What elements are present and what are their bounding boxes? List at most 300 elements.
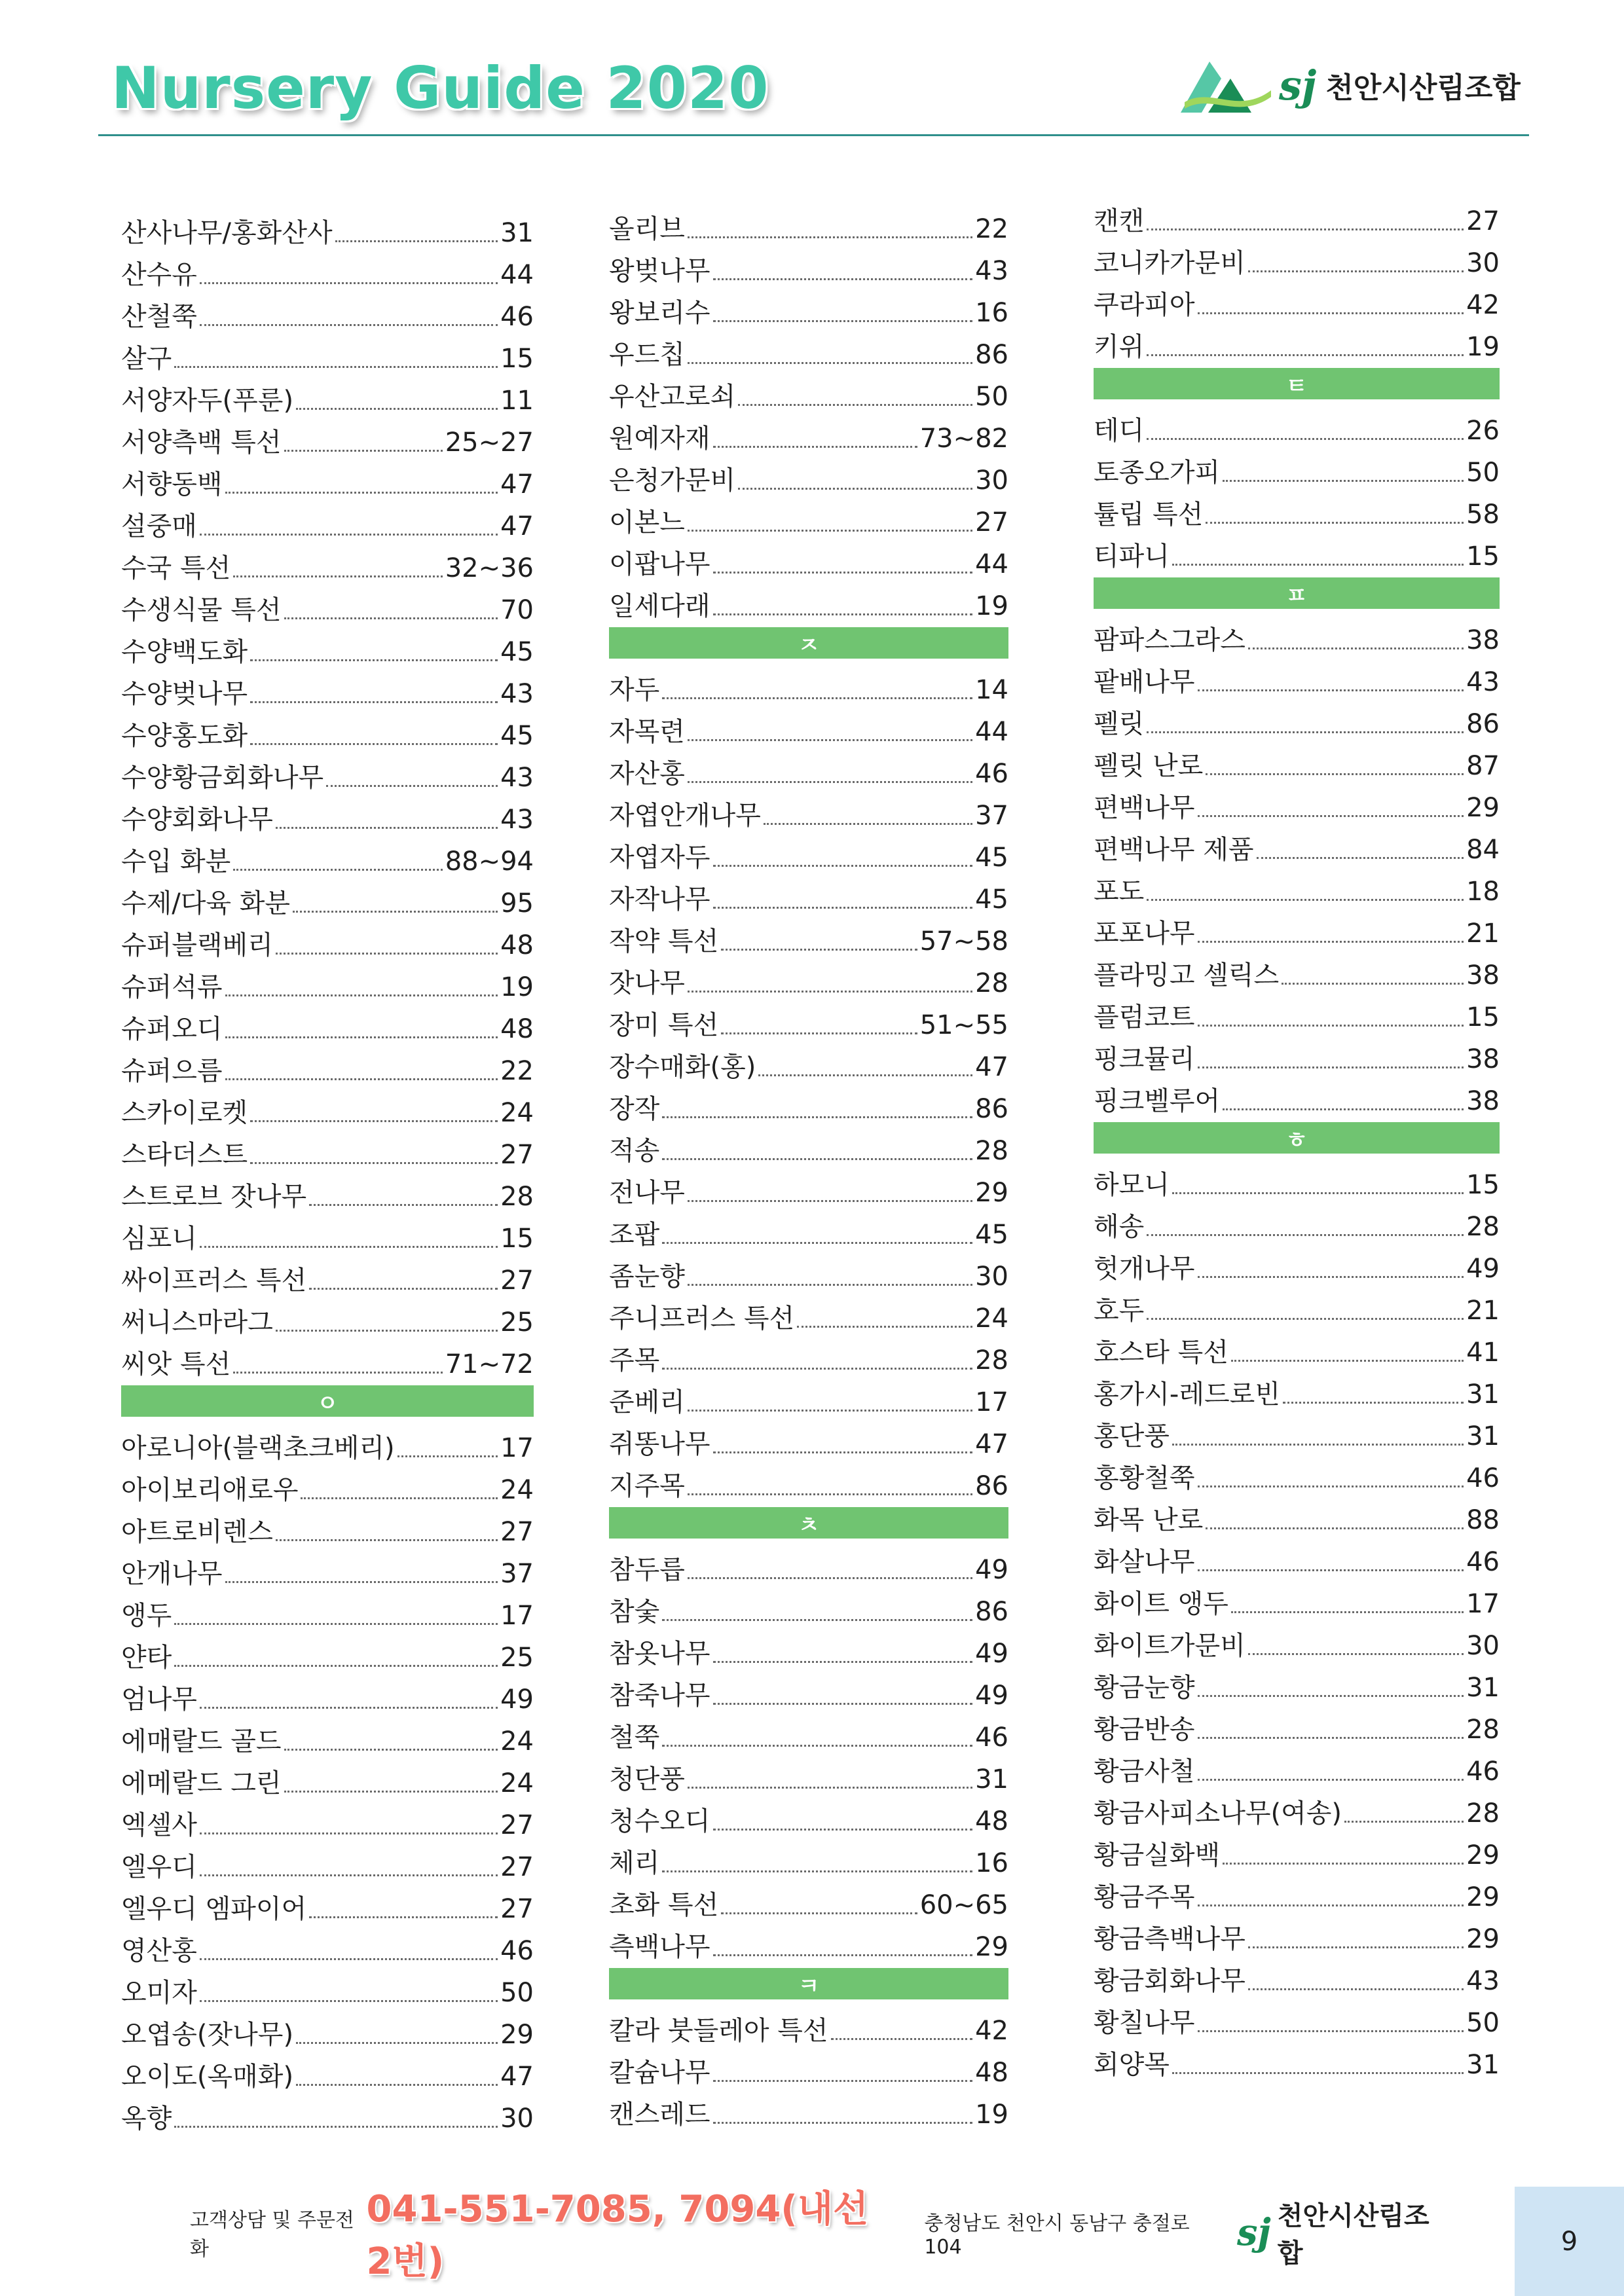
- dot-leader: [1282, 983, 1464, 985]
- entry-page: 24: [500, 1475, 534, 1505]
- entry-page: 43: [500, 763, 534, 793]
- entry-name: 핑크벨루어: [1094, 1086, 1221, 1116]
- dot-leader: [1223, 1863, 1464, 1865]
- dot-leader: [225, 1078, 498, 1080]
- index-entry: [609, 580, 1008, 622]
- entry-page: 31: [1466, 2050, 1500, 2080]
- dot-leader: [764, 823, 972, 825]
- index-entry: [1094, 1536, 1500, 1578]
- entry-page: 70: [500, 595, 534, 625]
- entry-page: 48: [975, 2058, 1008, 2088]
- dot-leader: [225, 1581, 498, 1583]
- entry-name: 이본느: [609, 507, 685, 538]
- entry-page: 42: [1466, 290, 1500, 320]
- entry-page: 47: [500, 2062, 534, 2092]
- entry-name: 화이트가문비: [1094, 1631, 1246, 1661]
- entry-name: 토종오가피: [1094, 458, 1221, 488]
- dot-leader: [713, 2122, 973, 2124]
- dot-leader: [721, 1912, 917, 1914]
- dot-leader: [1147, 1234, 1464, 1236]
- dot-leader: [662, 1870, 972, 1872]
- entry-page: 50: [1466, 458, 1500, 488]
- header-divider: [98, 134, 1529, 136]
- dot-leader: [397, 1455, 498, 1457]
- entry-page: 24: [500, 1098, 534, 1128]
- dot-leader: [1231, 1360, 1464, 1362]
- index-entry: [609, 1628, 1008, 1669]
- entry-name: 자작나무: [609, 884, 710, 915]
- index-entry: [121, 542, 534, 584]
- section-header: ㅎ: [1094, 1122, 1500, 1154]
- entry-page: 50: [975, 382, 1008, 412]
- entry-name: 티파니: [1094, 541, 1170, 572]
- index-entry: [121, 877, 534, 919]
- entry-page: 51~55: [919, 1010, 1008, 1040]
- index-entry: [121, 835, 534, 877]
- entry-name: 앵두: [121, 1601, 172, 1631]
- dot-leader: [1147, 354, 1464, 356]
- entry-page: 47: [975, 1052, 1008, 1082]
- entry-page: 15: [500, 1224, 534, 1254]
- dot-leader: [1198, 1485, 1464, 1487]
- entry-name: 황금반송: [1094, 1715, 1195, 1745]
- dot-leader: [662, 1116, 972, 1118]
- entry-page: 26: [1466, 416, 1500, 446]
- index-entry: [1094, 1620, 1500, 1662]
- entry-name: 화살나무: [1094, 1547, 1195, 1577]
- index-entry: [1094, 1159, 1500, 1201]
- entry-name: 서양측백 특선: [121, 428, 282, 458]
- index-entry: [121, 1673, 534, 1715]
- dot-leader: [688, 236, 972, 238]
- dot-leader: [797, 1326, 972, 1328]
- entry-page: 27: [500, 1266, 534, 1296]
- entry-name: 슈퍼석류: [121, 972, 223, 1002]
- index-entry: [609, 1334, 1008, 1376]
- dot-leader: [1206, 522, 1464, 524]
- index-entry: [1094, 740, 1500, 782]
- entry-page: 46: [500, 302, 534, 332]
- index-entry: [609, 1753, 1008, 1795]
- index-entry: [609, 1586, 1008, 1628]
- entry-page: 46: [1466, 1757, 1500, 1787]
- index-entry: [609, 915, 1008, 957]
- entry-name: 잣나무: [609, 968, 685, 998]
- mountain-logo-icon: [1175, 52, 1274, 118]
- entry-name: 팜파스그라스: [1094, 625, 1246, 655]
- entry-name: 수양홍도화: [121, 721, 248, 751]
- dot-leader: [1248, 1946, 1464, 1948]
- index-entry: [121, 1883, 534, 1925]
- dot-leader: [713, 613, 973, 615]
- entry-page: 43: [1466, 1966, 1500, 1996]
- entry-name: 황금회화나무: [1094, 1966, 1246, 1996]
- dot-leader: [250, 743, 498, 745]
- index-entry: [609, 412, 1008, 454]
- entry-page: 58: [1466, 500, 1500, 530]
- entry-name: 슈퍼오디: [121, 1014, 223, 1044]
- entry-page: 45: [975, 884, 1008, 915]
- index-entry: [609, 2047, 1008, 2088]
- index-entry: [609, 1921, 1008, 1963]
- index-entry: [1094, 405, 1500, 446]
- entry-name: 수생식물 특선: [121, 595, 282, 625]
- dot-leader: [1198, 312, 1464, 314]
- entry-name: 산수유: [121, 260, 197, 290]
- dot-leader: [1198, 1695, 1464, 1697]
- entry-name: 에매랄드 골드: [121, 1726, 282, 1757]
- index-entry: [1094, 1033, 1500, 1075]
- index-entry: [1094, 1955, 1500, 1997]
- entry-name: 아트로비렌스: [121, 1517, 273, 1547]
- dot-leader: [1206, 1527, 1464, 1529]
- index-entry: [1094, 1745, 1500, 1787]
- section-header: ㅊ: [609, 1507, 1008, 1539]
- index-entry: [1094, 949, 1500, 991]
- dot-leader: [284, 450, 443, 452]
- entry-name: 써니스마라그: [121, 1307, 273, 1338]
- entry-page: 22: [975, 214, 1008, 244]
- index-entry: [609, 831, 1008, 873]
- index-entry: [121, 207, 534, 249]
- entry-name: 서향동백: [121, 469, 223, 500]
- entry-page: 43: [975, 256, 1008, 286]
- section-header: ㅇ: [121, 1385, 534, 1417]
- dot-leader: [233, 575, 442, 577]
- entry-name: 초화 특선: [609, 1890, 719, 1920]
- index-entry: [1094, 446, 1500, 488]
- dot-leader: [1198, 1025, 1464, 1027]
- section-header: ㅌ: [1094, 368, 1500, 399]
- entry-page: 27: [500, 1852, 534, 1882]
- entry-name: 스카이로켓: [121, 1098, 248, 1128]
- entry-name: 청수오디: [609, 1806, 710, 1836]
- index-entry: [1094, 321, 1500, 363]
- index-entry: [121, 1003, 534, 1045]
- dot-leader: [200, 1958, 498, 1960]
- index-entry: [121, 374, 534, 416]
- index-entry: [1094, 991, 1500, 1033]
- dot-leader: [309, 1288, 498, 1290]
- entry-name: 원예자재: [609, 424, 710, 454]
- entry-name: 적송: [609, 1136, 660, 1166]
- index-entry: [121, 249, 534, 291]
- footer-logo-mark-text: sj: [1237, 2211, 1271, 2254]
- entry-page: 31: [1466, 1379, 1500, 1410]
- dot-leader: [1231, 1611, 1464, 1613]
- entry-page: 86: [975, 1094, 1008, 1124]
- dot-leader: [713, 1954, 973, 1956]
- dot-leader: [1172, 1444, 1464, 1446]
- entry-name: 참죽나무: [609, 1681, 710, 1711]
- entry-page: 49: [975, 1555, 1008, 1585]
- entry-page: 18: [1466, 877, 1500, 907]
- dot-leader: [688, 739, 972, 741]
- index-entry: [1094, 907, 1500, 949]
- dot-leader: [688, 991, 972, 993]
- dot-leader: [1198, 1779, 1464, 1781]
- entry-name: 수양황금회화나무: [121, 763, 324, 793]
- entry-name: 홍황철쭉: [1094, 1463, 1195, 1493]
- entry-name: 쥐똥나무: [609, 1429, 710, 1459]
- entry-name: 팥배나무: [1094, 667, 1195, 697]
- section-header: ㅍ: [1094, 577, 1500, 609]
- entry-name: 황금측백나무: [1094, 1924, 1246, 1954]
- index-entry: [609, 1250, 1008, 1292]
- entry-page: 49: [500, 1685, 534, 1715]
- section-header: ㅋ: [609, 1968, 1008, 1999]
- dot-leader: [296, 2084, 498, 2086]
- entry-name: 엑셀사: [121, 1810, 197, 1840]
- entry-page: 31: [1466, 1673, 1500, 1703]
- index-entry: [609, 287, 1008, 329]
- entry-name: 황금사철: [1094, 1757, 1195, 1787]
- entry-name: 포도: [1094, 877, 1145, 907]
- entry-name: 수양벚나무: [121, 679, 248, 709]
- index-entry: [1094, 530, 1500, 572]
- dot-leader: [688, 1577, 972, 1579]
- entry-name: 참두릅: [609, 1555, 685, 1585]
- index-entry: [609, 2005, 1008, 2047]
- dot-leader: [1206, 773, 1464, 775]
- entry-page: 25~27: [445, 428, 534, 458]
- index-entry: [1094, 488, 1500, 530]
- entry-name: 슈퍼블랙베리: [121, 930, 273, 960]
- entry-name: 플럼코트: [1094, 1002, 1195, 1032]
- entry-page: 19: [1466, 332, 1500, 362]
- index-entry: [609, 706, 1008, 748]
- dot-leader: [713, 2080, 973, 2082]
- entry-page: 45: [975, 843, 1008, 873]
- entry-page: 49: [1466, 1254, 1500, 1284]
- dot-leader: [688, 1410, 972, 1412]
- dot-leader: [276, 1539, 498, 1541]
- entry-name: 칼슘나무: [609, 2058, 710, 2088]
- dot-leader: [688, 781, 972, 783]
- entry-page: 48: [975, 1806, 1008, 1836]
- entry-page: 16: [975, 298, 1008, 328]
- entry-name: 홍가시-레드로빈: [1094, 1379, 1280, 1410]
- index-column-3: [1094, 195, 1500, 2081]
- entry-page: 25: [500, 1643, 534, 1673]
- entry-page: 32~36: [445, 553, 534, 583]
- index-entry: [121, 2092, 534, 2134]
- index-entry: [1094, 1494, 1500, 1536]
- index-entry: [609, 245, 1008, 287]
- dot-leader: [301, 1497, 498, 1499]
- entry-page: 28: [975, 1136, 1008, 1166]
- entry-page: 37: [500, 1559, 534, 1589]
- entry-name: 슈퍼으름: [121, 1056, 223, 1086]
- dot-leader: [662, 1745, 972, 1747]
- entry-page: 17: [500, 1433, 534, 1463]
- entry-page: 88: [1466, 1505, 1500, 1535]
- dot-leader: [200, 1832, 498, 1834]
- entry-page: 45: [500, 721, 534, 751]
- index-entry: [1094, 2039, 1500, 2081]
- entry-name: 화이트 앵두: [1094, 1589, 1228, 1619]
- entry-name: 엘우디: [121, 1852, 197, 1882]
- index-entry: [1094, 782, 1500, 824]
- entry-page: 60~65: [919, 1890, 1008, 1920]
- entry-page: 14: [975, 675, 1008, 705]
- dot-leader: [662, 697, 972, 699]
- entry-name: 해송: [1094, 1212, 1145, 1242]
- entry-page: 49: [975, 1639, 1008, 1669]
- index-entry: [1094, 1997, 1500, 2039]
- entry-page: 28: [1466, 1798, 1500, 1829]
- entry-name: 플라밍고 셀릭스: [1094, 960, 1280, 991]
- dot-leader: [1248, 647, 1464, 649]
- header-logo: [1175, 46, 1521, 124]
- entry-page: 38: [1466, 1044, 1500, 1074]
- entry-page: 29: [1466, 1882, 1500, 1912]
- index-entry: [609, 203, 1008, 245]
- dot-leader: [225, 1036, 498, 1038]
- dot-leader: [276, 827, 498, 829]
- entry-page: 49: [975, 1681, 1008, 1711]
- entry-page: 47: [500, 511, 534, 541]
- dot-leader: [335, 240, 498, 242]
- dot-leader: [738, 488, 972, 490]
- index-entry: [121, 1967, 534, 2009]
- index-entry: [1094, 698, 1500, 740]
- dot-leader: [296, 408, 498, 410]
- entry-name: 테디: [1094, 416, 1145, 446]
- entry-name: 살구: [121, 344, 172, 374]
- entry-name: 칼라 붓들레아 특선: [609, 2016, 828, 2046]
- dot-leader: [688, 1284, 972, 1286]
- entry-page: 21: [1466, 919, 1500, 949]
- entry-name: 자엽안개나무: [609, 801, 761, 831]
- entry-name: 자목련: [609, 717, 685, 747]
- dot-leader: [713, 320, 973, 322]
- dot-leader: [200, 2000, 498, 2002]
- index-entry: [121, 291, 534, 333]
- index-entry: [609, 873, 1008, 915]
- dot-leader: [250, 1120, 498, 1122]
- entry-page: 50: [1466, 2008, 1500, 2038]
- entry-page: 15: [1466, 1002, 1500, 1032]
- dot-leader: [1172, 1192, 1464, 1194]
- dot-leader: [1147, 438, 1464, 440]
- entry-page: 84: [1466, 835, 1500, 865]
- entry-page: 46: [1466, 1463, 1500, 1493]
- entry-name: 엘우디 엠파이어: [121, 1894, 307, 1924]
- entry-name: 참숯: [609, 1597, 660, 1627]
- entry-name: 하모니: [1094, 1170, 1170, 1200]
- dot-leader: [233, 869, 442, 871]
- entry-name: 자엽자두: [609, 843, 710, 873]
- entry-name: 올리브: [609, 214, 685, 244]
- entry-page: 30: [500, 2104, 534, 2134]
- entry-name: 펠릿 난로: [1094, 751, 1204, 781]
- index-entry: [1094, 1913, 1500, 1955]
- entry-name: 장작: [609, 1094, 660, 1124]
- dot-leader: [688, 1493, 972, 1495]
- entry-page: 24: [975, 1303, 1008, 1334]
- entry-page: 28: [975, 1345, 1008, 1376]
- entry-name: 스트로브 잣나무: [121, 1182, 307, 1212]
- index-entry: [1094, 1201, 1500, 1243]
- entry-page: 37: [975, 801, 1008, 831]
- entry-page: 19: [500, 972, 534, 1002]
- dot-leader: [1198, 1904, 1464, 1906]
- entry-page: 46: [975, 1722, 1008, 1753]
- dot-leader: [284, 1791, 498, 1793]
- dot-leader: [293, 911, 498, 913]
- entry-name: 편백나무: [1094, 793, 1195, 823]
- entry-name: 주목: [609, 1345, 660, 1376]
- dot-leader: [296, 2042, 498, 2044]
- entry-name: 산사나무/홍화산사: [121, 218, 333, 248]
- entry-name: 장수매화(홍): [609, 1052, 756, 1082]
- logo-mark-text: sj: [1279, 61, 1317, 109]
- entry-page: 29: [1466, 1840, 1500, 1870]
- dot-leader: [284, 1749, 498, 1751]
- dot-leader: [1147, 1318, 1464, 1320]
- index-entry: [609, 999, 1008, 1041]
- index-entry: [121, 961, 534, 1003]
- entry-name: 튤립 특선: [1094, 500, 1204, 530]
- index-entry: [121, 1212, 534, 1254]
- index-entry: [609, 496, 1008, 538]
- entry-page: 48: [500, 930, 534, 960]
- contact-label: 고객상담 및 주문전화: [190, 2209, 354, 2261]
- index-entry: [1094, 1243, 1500, 1285]
- dot-leader: [1223, 480, 1464, 482]
- dot-leader: [1147, 228, 1464, 230]
- entry-name: 우드칩: [609, 340, 685, 370]
- dot-leader: [309, 1204, 498, 1206]
- entry-page: 22: [500, 1056, 534, 1086]
- index-entry: [121, 584, 534, 626]
- entry-name: 자두: [609, 675, 660, 705]
- index-entry: [121, 1506, 534, 1548]
- index-entry: [121, 1715, 534, 1757]
- dot-leader: [1198, 689, 1464, 691]
- dot-leader: [662, 1619, 972, 1621]
- dot-leader: [688, 530, 972, 532]
- index-entry: [121, 1296, 534, 1338]
- entry-name: 수양회화나무: [121, 805, 273, 835]
- dot-leader: [1248, 1653, 1464, 1655]
- footer-logo-name: 천안시산림조합: [1277, 2201, 1430, 2269]
- entry-page: 47: [975, 1429, 1008, 1459]
- index-entry: [121, 752, 534, 793]
- index-entry: [1094, 1829, 1500, 1871]
- entry-name: 작약 특선: [609, 926, 719, 957]
- entry-name: 엄나무: [121, 1685, 197, 1715]
- dot-leader: [200, 1707, 498, 1709]
- entry-page: 38: [1466, 960, 1500, 991]
- entry-name: 산철쭉: [121, 302, 197, 332]
- dot-leader: [1223, 1108, 1464, 1110]
- dot-leader: [1198, 1737, 1464, 1739]
- entry-name: 지주목: [609, 1471, 685, 1501]
- dot-leader: [326, 785, 498, 787]
- index-entry: [121, 458, 534, 500]
- dot-leader: [1198, 941, 1464, 943]
- entry-name: 씨앗 특선: [121, 1349, 231, 1379]
- contact-phone: 041-551-7085, 7094(내선2번): [366, 2188, 869, 2283]
- entry-page: 48: [500, 1014, 534, 1044]
- entry-name: 일세다래: [609, 591, 710, 621]
- entry-page: 17: [1466, 1589, 1500, 1619]
- dot-leader: [738, 404, 972, 406]
- entry-name: 홍단풍: [1094, 1421, 1170, 1451]
- dot-leader: [200, 282, 498, 284]
